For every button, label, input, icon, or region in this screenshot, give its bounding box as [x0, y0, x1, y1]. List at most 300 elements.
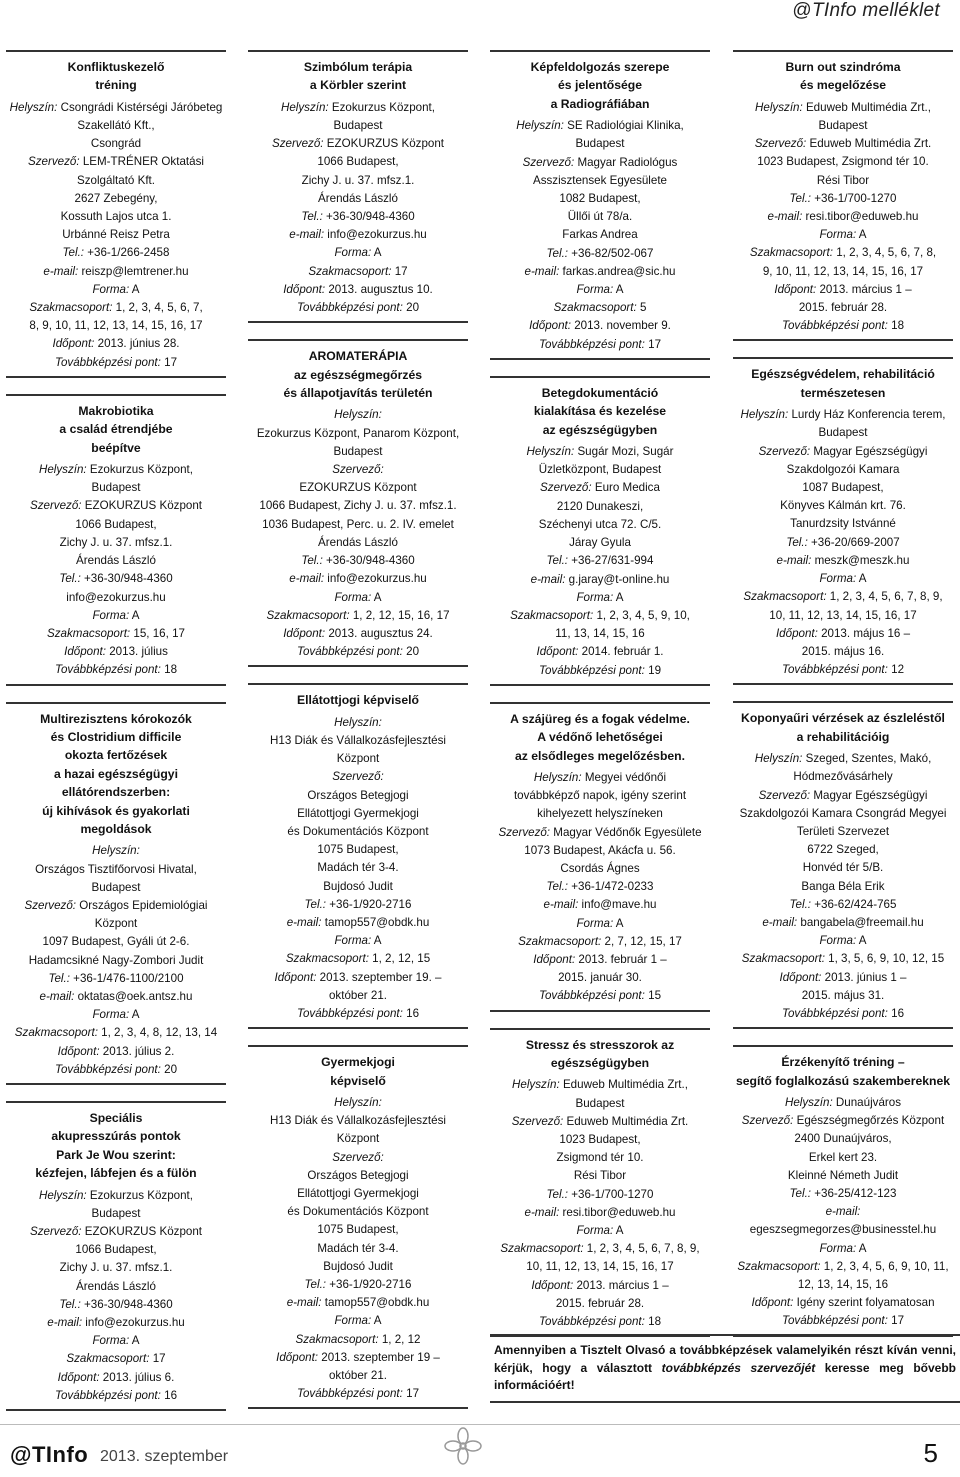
- course-detail-row: [250, 1258, 466, 1276]
- detail-value: 1, 2, 12, 15, 16, 17: [352, 608, 450, 622]
- course-detail-row: [250, 878, 466, 896]
- detail-label: Helyszín:: [334, 715, 382, 729]
- detail-value: Budapest: [333, 444, 383, 458]
- detail-label: e-mail:: [524, 1205, 560, 1219]
- detail-value: 1023 Budapest,: [559, 1133, 641, 1146]
- course-detail-row: [492, 878, 708, 896]
- course-title-line: Betegdokumentáció: [541, 385, 659, 400]
- detail-value: Ezokurzus Központ,: [89, 463, 194, 477]
- detail-label: Továbbképzési pont:: [54, 1062, 161, 1076]
- course-detail-row: [8, 1387, 224, 1405]
- course-detail-row: [8, 842, 224, 860]
- course-detail-row: [735, 643, 951, 661]
- course-title-line: Speciális: [89, 1111, 143, 1125]
- course-detail-row: [492, 263, 708, 281]
- course-detail-row: [492, 860, 708, 878]
- course-detail-row: [492, 769, 708, 787]
- course-detail-row: [250, 190, 466, 208]
- course-detail-row: [250, 570, 466, 588]
- course-detail-row: [735, 787, 951, 805]
- detail-label: Továbbképzési pont:: [296, 1387, 403, 1401]
- detail-value: 2013. július: [109, 645, 168, 659]
- detail-value: Egészségmegőrzés Központ: [796, 1114, 945, 1128]
- detail-value: A: [615, 283, 624, 297]
- detail-value: egeszsegmegorzes@businesstel.hu: [749, 1223, 937, 1237]
- detail-value: Országos Betegjogi: [307, 1168, 409, 1182]
- course-detail-row: [492, 933, 708, 951]
- course-detail-row: [492, 787, 708, 805]
- detail-value: Üllői út 78/a.: [567, 210, 633, 224]
- course-detail-row: [492, 625, 708, 643]
- course-detail-row: [8, 335, 224, 353]
- detail-label: Forma:: [576, 916, 614, 930]
- detail-label: Szervező:: [332, 1150, 384, 1164]
- detail-value: 1, 2, 3, 4, 5, 6, 7, 8, 9,: [829, 590, 943, 604]
- detail-label: Szakmacsoport:: [266, 608, 350, 622]
- detail-label: Szervező:: [741, 1114, 794, 1128]
- course-detail-row: [250, 117, 466, 135]
- detail-value: Hadamcsikné Nagy-Zombori Judit: [28, 953, 204, 967]
- detail-value: reiszp@lemtrener.hu: [81, 264, 189, 278]
- course-title-line: a hazai egészségügyi: [54, 766, 178, 781]
- course-title: [735, 709, 951, 746]
- course-detail-row: [8, 1350, 224, 1368]
- course-detail-row: [492, 1131, 708, 1149]
- course-detail-row: [492, 1186, 708, 1204]
- course-detail-row: [492, 969, 708, 987]
- course-title-line: Park Je Wou szerint:: [56, 1147, 176, 1162]
- course-title-line: Gyermekjogi: [321, 1055, 395, 1070]
- detail-label: Szakmacsoport:: [14, 1026, 98, 1040]
- course-detail-row: [8, 354, 224, 372]
- course-detail-row: [492, 190, 708, 208]
- course-detail-row: [250, 914, 466, 932]
- course-detail-row: [492, 805, 708, 823]
- detail-value: Farkas Andrea: [562, 228, 638, 242]
- course-detail-row: [250, 823, 466, 841]
- detail-label: Időpont:: [274, 970, 317, 984]
- detail-value: 1082 Budapest,: [559, 192, 641, 206]
- detail-value: 2013. szeptember 19 –: [321, 1350, 440, 1364]
- course-detail-row: [735, 208, 951, 226]
- detail-value: és Dokumentációs Központ: [287, 824, 429, 838]
- detail-label: Helyszín:: [512, 1078, 560, 1092]
- course-detail-row: [8, 607, 224, 625]
- course-detail-row: [250, 768, 466, 786]
- detail-value: Eduweb Multimédia Zrt.,: [562, 1078, 688, 1092]
- course-detail-row: [735, 950, 951, 968]
- detail-value: resi.tibor@eduweb.hu: [562, 1205, 676, 1219]
- detail-label: Helyszín:: [516, 119, 564, 133]
- course-title-line: és jelentősége: [558, 78, 642, 93]
- detail-value: A: [858, 1241, 867, 1255]
- course-detail-row: [8, 897, 224, 915]
- course-title-line: beépítve: [91, 440, 141, 455]
- notice-text-2: keresse meg bővebb információért!: [494, 1360, 956, 1392]
- detail-label: e-mail:: [289, 228, 325, 242]
- course-detail-row: [492, 607, 708, 625]
- detail-label: Tel.:: [59, 572, 81, 586]
- course-title-line: Érzékenyítő tréning –: [781, 1055, 905, 1070]
- course-detail-row: [250, 552, 466, 570]
- course-detail-row: [8, 1061, 224, 1079]
- course-title-line: megoldások: [80, 821, 152, 836]
- detail-value: A: [373, 934, 382, 948]
- detail-value: 2013. március 1 –: [819, 282, 912, 296]
- detail-value: 8, 9, 10, 11, 12, 13, 14, 15, 16, 17: [29, 319, 203, 333]
- detail-label: Forma:: [576, 1224, 614, 1238]
- detail-value: Honvéd tér 5/B.: [802, 861, 884, 875]
- detail-value: Ellátottjogi Gyermekjogi: [297, 806, 419, 820]
- detail-value: 1, 2, 12, 15: [372, 952, 431, 966]
- course-title-line: új kihívások és gyakorlati: [42, 803, 190, 818]
- course-detail-row: [8, 1024, 224, 1042]
- detail-label: Helyszín:: [280, 100, 329, 114]
- detail-value: 1, 2, 3, 4, 5, 6, 7, 8, 9,: [586, 1242, 700, 1256]
- course-detail-row: [250, 1005, 466, 1023]
- course-title: [492, 384, 708, 439]
- detail-value: +36-30/948-4360: [326, 554, 415, 568]
- detail-value: Zsigmond tér 10.: [556, 1151, 644, 1165]
- detail-label: Időpont:: [283, 282, 326, 296]
- detail-label: Szakmacsoport:: [553, 301, 637, 315]
- course-detail-row: [492, 443, 708, 461]
- course-detail-row: [8, 497, 224, 515]
- detail-value: A: [615, 916, 624, 930]
- detail-label: Időpont:: [533, 952, 576, 966]
- course-detail-row: [492, 299, 708, 317]
- detail-label: Forma:: [819, 934, 857, 948]
- course-title-line: Stressz és stresszorok az: [525, 1037, 675, 1052]
- detail-value: 18: [648, 1315, 662, 1329]
- detail-value: +36-25/412-123: [814, 1187, 897, 1200]
- course-detail-row: [492, 516, 708, 534]
- course-detail-row: [250, 896, 466, 914]
- detail-label: Helyszín:: [92, 844, 140, 858]
- course-detail-row: [8, 625, 224, 643]
- detail-value: Igény szerint folyamatosan: [796, 1296, 935, 1310]
- course-detail-row: [735, 588, 951, 606]
- course-title-line: Multirezisztens kórokozók: [40, 711, 192, 726]
- detail-value: 19: [648, 663, 662, 677]
- course-detail-row: [492, 226, 708, 244]
- course-block: [733, 357, 953, 685]
- detail-value: Szakdolgozói Kamara: [786, 462, 900, 476]
- course-block: [490, 1028, 710, 1338]
- course-detail-row: [250, 1385, 466, 1403]
- course-detail-row: [735, 1258, 951, 1276]
- detail-value: tamop557@obdk.hu: [324, 1296, 430, 1310]
- course-detail-row: [735, 406, 951, 424]
- course-detail-row: [735, 299, 951, 317]
- course-detail-row: [735, 1112, 951, 1130]
- detail-label: Forma:: [92, 1334, 130, 1348]
- course-detail-row: [492, 154, 708, 172]
- detail-value: Árendás László: [76, 554, 156, 568]
- detail-value: EZOKURZUS Központ: [299, 481, 417, 495]
- course-detail-row: [492, 1277, 708, 1295]
- detail-label: Szakmacsoport:: [500, 1242, 584, 1256]
- course-block: [6, 702, 226, 1085]
- detail-value: 1, 2, 3, 4, 5, 6, 7, 8,: [836, 246, 937, 260]
- course-title-line: kézfejen, lábfejen és a fülön: [35, 1166, 197, 1181]
- course-detail-row: [735, 878, 951, 896]
- column-4: [733, 50, 953, 1353]
- detail-value: Kossuth Lajos utca 1.: [60, 210, 172, 224]
- detail-label: Időpont:: [57, 1370, 100, 1384]
- course-detail-row: [8, 861, 224, 879]
- detail-label: Szakmacsoport:: [66, 1352, 150, 1366]
- detail-label: Forma:: [576, 283, 614, 297]
- detail-label: Szakmacsoport:: [749, 246, 833, 260]
- course-detail-row: [8, 516, 224, 534]
- detail-value: Banga Béla Erik: [801, 879, 885, 893]
- course-detail-row: [8, 970, 224, 988]
- detail-label: Továbbképzési pont:: [538, 1315, 645, 1329]
- detail-value: Asszisztensek Egyesülete: [532, 173, 668, 187]
- course-title-line: kialakítása és kezelése: [533, 404, 667, 419]
- course-block: [490, 50, 710, 360]
- course-title: [492, 710, 708, 765]
- course-detail-row: [735, 552, 951, 570]
- detail-label: Tel.:: [304, 1278, 327, 1292]
- detail-label: Továbbképzési pont:: [296, 645, 403, 659]
- course-detail-row: [735, 117, 951, 135]
- course-detail-row: [250, 406, 466, 424]
- detail-value: +36-30/948-4360: [84, 572, 173, 586]
- detail-value: +36-27/631-994: [571, 554, 654, 568]
- detail-value: Zichy J. u. 37. mfsz.1.: [301, 173, 415, 187]
- detail-value: kihelyezett helyszíneken: [537, 807, 663, 821]
- course-title-line: és állapotjavítás területén: [283, 386, 433, 401]
- detail-value: Megyei védőnői: [584, 770, 667, 784]
- course-detail-row: [250, 1312, 466, 1330]
- course-detail-row: [8, 570, 224, 588]
- course-detail-row: [250, 1185, 466, 1203]
- detail-label: Szervező:: [522, 155, 575, 169]
- course-detail-row: [250, 244, 466, 262]
- detail-label: Forma:: [334, 934, 372, 948]
- course-detail-row: [250, 625, 466, 643]
- detail-value: Szakellátó Kft.,: [77, 119, 155, 133]
- detail-value: A: [131, 1334, 140, 1348]
- detail-label: Forma:: [819, 572, 857, 586]
- detail-value: Szeged, Szentes, Makó,: [805, 752, 932, 766]
- course-detail-row: [8, 1314, 224, 1332]
- detail-value: 2013. szeptember 19. –: [319, 970, 442, 984]
- detail-label: Forma:: [92, 282, 130, 296]
- course-detail-row: [250, 841, 466, 859]
- course-title-line: A védőnő lehetőségei: [537, 730, 663, 745]
- course-detail-row: [735, 281, 951, 299]
- course-detail-row: [735, 1130, 951, 1148]
- detail-value: +36-1/920-2716: [329, 897, 412, 911]
- detail-label: Helyszín:: [754, 752, 803, 766]
- course-title-line: Koponyaűri vérzések az észleléstől: [741, 711, 945, 726]
- course-detail-row: [8, 479, 224, 497]
- course-detail-row: [250, 443, 466, 461]
- detail-value: Lurdy Ház Konferencia terem,: [791, 408, 946, 422]
- course-block: [490, 702, 710, 1012]
- course-title-line: és megelőzése: [799, 78, 887, 93]
- detail-label: Továbbképzési pont:: [781, 1314, 888, 1328]
- detail-label: Továbbképzési pont:: [54, 663, 161, 677]
- detail-label: Tel.:: [546, 554, 569, 568]
- course-detail-row: [250, 172, 466, 190]
- detail-label: Helyszín:: [755, 100, 803, 114]
- detail-value: A: [615, 1224, 624, 1238]
- course-detail-row: [8, 190, 224, 208]
- detail-value: H13 Diák és Vállalkozásfejlesztési: [270, 733, 446, 747]
- page-number: 5: [923, 1438, 938, 1468]
- course-title: [250, 347, 466, 402]
- detail-label: Tel.:: [304, 897, 327, 911]
- detail-value: SE Radiológiai Klinika,: [567, 119, 684, 133]
- detail-value: A: [131, 282, 140, 296]
- detail-label: Továbbképzési pont:: [538, 663, 645, 677]
- detail-value: 12, 13, 14, 15, 16: [797, 1278, 889, 1292]
- course-detail-row: [250, 1276, 466, 1294]
- detail-label: e-mail:: [286, 1296, 322, 1310]
- course-block: [248, 339, 468, 667]
- course-detail-row: [8, 153, 224, 171]
- footer-rule: [0, 1424, 960, 1425]
- detail-value: 2015. május 31.: [801, 988, 885, 1002]
- course-detail-row: [735, 1185, 951, 1203]
- course-title-line: Képfeldolgozás szerepe: [530, 60, 670, 74]
- detail-label: Tel.:: [546, 1187, 569, 1201]
- course-detail-row: [735, 841, 951, 859]
- course-title: [8, 58, 224, 95]
- detail-value: Madách tér 3-4.: [317, 861, 399, 875]
- detail-value: Sugár Mozi, Sugár: [577, 445, 674, 459]
- detail-label: e-mail:: [825, 1205, 861, 1219]
- detail-label: Továbbképzési pont:: [781, 319, 888, 333]
- detail-value: 17: [394, 264, 408, 278]
- detail-label: Időpont:: [774, 282, 817, 296]
- detail-label: Forma:: [334, 590, 372, 604]
- detail-value: 1066 Budapest,: [75, 517, 157, 531]
- course-detail-row: [735, 768, 951, 786]
- detail-label: Szakmacsoport:: [29, 301, 113, 315]
- detail-value: Csongrád: [90, 137, 142, 151]
- course-detail-row: [250, 714, 466, 732]
- detail-value: 18: [891, 319, 905, 333]
- detail-value: +36-30/948-4360: [326, 210, 415, 224]
- detail-value: +36-62/424-765: [814, 897, 897, 911]
- course-title: [8, 1109, 224, 1183]
- course-detail-row: [250, 461, 466, 479]
- detail-label: e-mail:: [289, 572, 325, 586]
- course-detail-row: [735, 1294, 951, 1312]
- course-detail-row: [8, 317, 224, 335]
- detail-value: 1066 Budapest, Zichy J. u. 37. mfsz.1.: [259, 499, 457, 513]
- course-block: [490, 376, 710, 686]
- detail-value: és Dokumentációs Központ: [287, 1205, 429, 1219]
- course-detail-row: [8, 1006, 224, 1024]
- detail-value: +36-30/948-4360: [84, 1297, 173, 1311]
- detail-label: e-mail:: [762, 915, 798, 929]
- detail-label: Szervező:: [511, 1114, 564, 1128]
- detail-label: Szervező:: [28, 155, 80, 169]
- detail-value: Ellátottjogi Gyermekjogi: [297, 1187, 419, 1200]
- course-detail-row: [8, 552, 224, 570]
- detail-value: Budapest: [333, 119, 383, 133]
- detail-value: info@mave.hu: [581, 898, 657, 912]
- course-detail-row: [250, 932, 466, 950]
- detail-value: g.jaray@t-online.hu: [568, 572, 670, 586]
- course-title-line: segítő foglalkozású szakembereknek: [735, 1073, 951, 1088]
- course-detail-row: [492, 245, 708, 263]
- detail-value: A: [131, 1008, 140, 1022]
- detail-label: Tel.:: [48, 971, 70, 985]
- course-detail-row: [8, 281, 224, 299]
- course-detail-row: [492, 643, 708, 661]
- detail-value: 20: [406, 645, 420, 659]
- course-detail-row: [250, 732, 466, 750]
- detail-label: Továbbképzési pont:: [54, 1388, 161, 1402]
- detail-value: Ezokurzus Központ,: [89, 1188, 194, 1202]
- detail-value: továbbképző napok, igény szerint: [513, 789, 687, 803]
- course-block: [248, 50, 468, 323]
- detail-label: Időpont:: [779, 970, 822, 984]
- detail-label: Forma:: [334, 246, 372, 260]
- course-title-line: A szájüreg és a fogak védelme.: [510, 711, 690, 726]
- course-detail-row: [492, 1258, 708, 1276]
- course-detail-row: [8, 208, 224, 226]
- detail-value: Zichy J. u. 37. mfsz.1.: [59, 1261, 173, 1275]
- detail-value: +36-82/502-067: [571, 246, 654, 260]
- detail-value: +36-1/700-1270: [571, 1187, 654, 1201]
- course-title-line: a Körbler szerint: [309, 78, 407, 93]
- course-detail-row: [735, 750, 951, 768]
- detail-value: 16: [164, 1388, 178, 1402]
- detail-label: Időpont:: [775, 626, 818, 640]
- course-detail-row: [250, 281, 466, 299]
- detail-value: 2627 Zebegény,: [74, 191, 158, 205]
- detail-label: Szakmacsoport:: [737, 1259, 821, 1273]
- course-detail-row: [492, 1076, 708, 1094]
- course-detail-row: [735, 987, 951, 1005]
- detail-label: Tel.:: [546, 880, 569, 894]
- detail-label: e-mail:: [524, 264, 560, 278]
- detail-value: 2013. június 1 –: [824, 970, 907, 984]
- course-detail-row: [250, 643, 466, 661]
- detail-value: Tanurdzsity Istvánné: [790, 517, 896, 531]
- detail-value: október 21.: [328, 988, 387, 1002]
- course-detail-row: [8, 263, 224, 281]
- course-detail-row: [250, 1367, 466, 1385]
- course-detail-row: [735, 914, 951, 932]
- detail-label: Tel.:: [546, 246, 569, 260]
- course-detail-row: [492, 172, 708, 190]
- detail-value: 2013. február 1 –: [578, 952, 667, 966]
- detail-label: Tel.:: [789, 1187, 812, 1200]
- course-detail-row: [8, 226, 224, 244]
- detail-value: Hódmezővásárhely: [793, 770, 893, 784]
- course-detail-row: [250, 516, 466, 534]
- notice-emphasis: továbbképzés szervezőjét: [661, 1360, 816, 1375]
- course-block: [6, 394, 226, 686]
- detail-value: 2015. február 28.: [555, 1296, 645, 1310]
- course-detail-row: [8, 1187, 224, 1205]
- detail-label: Szakmacsoport:: [510, 608, 594, 622]
- course-detail-row: [735, 497, 951, 515]
- course-detail-row: [735, 1276, 951, 1294]
- detail-value: +36-1/472-0233: [571, 880, 654, 894]
- column-1: [6, 50, 226, 1427]
- course-title-line: Makrobiotika: [78, 403, 154, 418]
